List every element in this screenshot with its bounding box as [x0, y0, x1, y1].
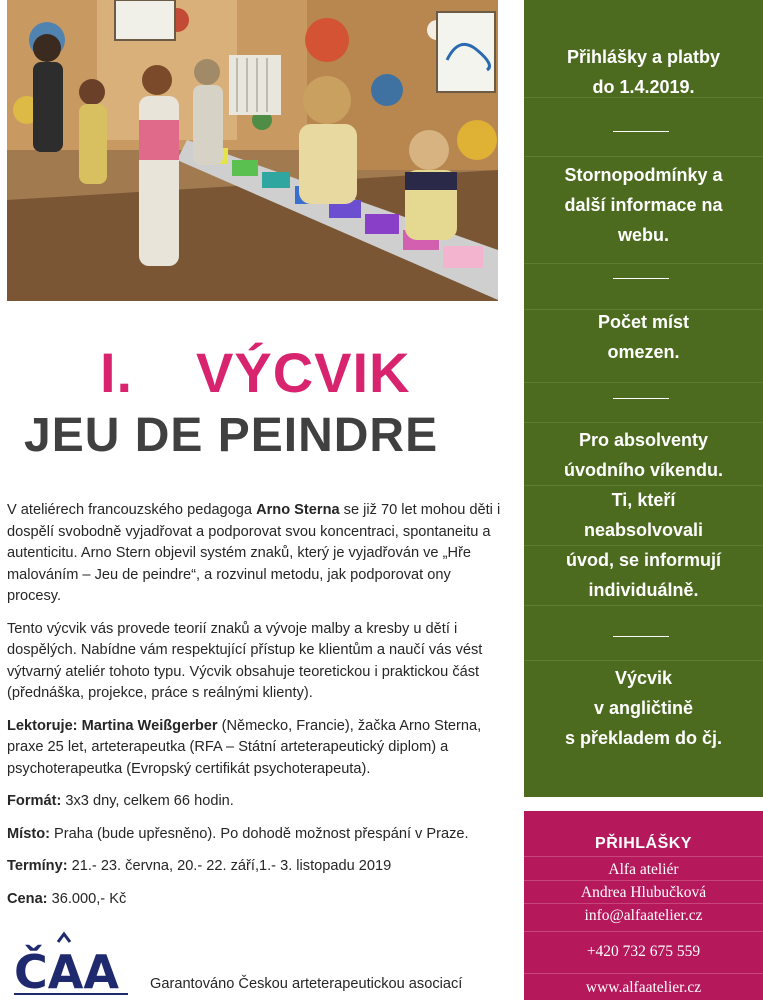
graduates-block: Pro absolventy úvodního víkendu. Ti, kteří neabsolvovali úvod, se informují individuálně. — [563, 430, 723, 600]
svg-text:ČAA: ČAA — [14, 945, 119, 999]
dates-line: Termíny: 21.- 23. června, 20.- 22. září,1.- 3. listopadu 2019 — [7, 858, 392, 874]
caa-logo — [8, 928, 136, 1000]
registration-contact-box — [524, 811, 763, 1000]
course-title-word: VÝCVIK — [196, 341, 411, 404]
painting-studio-illustration — [7, 0, 498, 301]
hero-photo-children-painting — [7, 0, 498, 301]
contact-website-link[interactable]: www.alfaatelier.cz — [585, 979, 702, 996]
registration-heading: PŘIHLÁŠKY — [595, 835, 692, 852]
caa-logo-mark — [8, 928, 136, 1000]
divider — [524, 605, 763, 606]
divider — [524, 931, 763, 932]
divider — [524, 903, 763, 904]
course-subtitle: JEU DE PEINDRE — [24, 409, 439, 462]
contact-email-link[interactable]: info@alfaatelier.cz — [584, 907, 703, 924]
course-number: I. — [100, 341, 134, 404]
divider — [524, 382, 763, 383]
deadline-block: Přihlášky a platby do 1.4.2019. — [566, 47, 721, 97]
intro-paragraph-1: V ateliérech francouzského pedagoga Arno Sterna se již 70 let mohou děti i dospělí svobodně vyjadřovat a podporovat svou koncentraci, spontaneitu a autenticitu. Arno Stern objevil systém znaků, který je vyjadřován ve „Hře malováním – Jeu de peindre“, a rozvinul metodu, jak podporovat ony procesy. — [7, 502, 501, 604]
divider — [524, 973, 763, 974]
divider — [524, 156, 763, 157]
course-title — [100, 340, 500, 405]
lecturer-name: Martina Weißgerber — [81, 717, 218, 734]
format-line: Formát: 3x3 dny, celkem 66 hodin. — [7, 793, 234, 809]
course-description — [7, 500, 507, 921]
separator-dash — [613, 278, 669, 279]
price-line: Cena: 36.000,- Kč — [7, 890, 127, 907]
place-line: Místo: Praha (bude upřesněno). Po dohodě možnost přespání v Praze. — [7, 825, 469, 842]
contact-organization: Alfa ateliér — [608, 861, 679, 878]
divider — [524, 422, 763, 423]
contact-phone-link[interactable]: +420 732 675 559 — [586, 943, 701, 960]
intro-paragraph-2: Tento výcvik vás provede teorií znaků a vývoje malby a kresby u dětí i dospělých. Nabídne vám respektující přístup ke klientům a naučí vás vést výtvarný ateliér tohoto typu. Výcvik obsahuje teoretickou i praktickou část (přednáška, projekce, práce s reálnými klienty). — [7, 620, 483, 701]
cancellation-block: Stornopodmínky a další informace na webu. — [564, 165, 723, 245]
separator-dash — [613, 131, 669, 132]
lecturer-paragraph: Lektoruje: Martina Weißgerber (Německo, Francie), žačka Arno Sterna, praxe 25 let, arteterapeutka (RFA – Státní arteterapeutický diplom) a psychoterapeutka (Evropský certifikát psychoterapeuta). — [7, 717, 482, 777]
divider — [524, 263, 763, 264]
divider — [524, 660, 763, 661]
contact-person: Andrea Hlubučková — [580, 884, 707, 901]
language-block: Výcvik v angličtině s překladem do čj. — [564, 668, 723, 748]
capacity-block: Počet míst omezen. — [597, 312, 690, 362]
info-sidebar — [524, 0, 763, 797]
guarantee-note: Garantováno Českou arteterapeutickou asociací — [150, 976, 463, 992]
divider — [524, 856, 763, 857]
separator-dash — [613, 398, 669, 399]
founder-name: Arno Sterna — [256, 502, 340, 518]
separator-dash — [613, 636, 669, 637]
divider — [524, 880, 763, 881]
